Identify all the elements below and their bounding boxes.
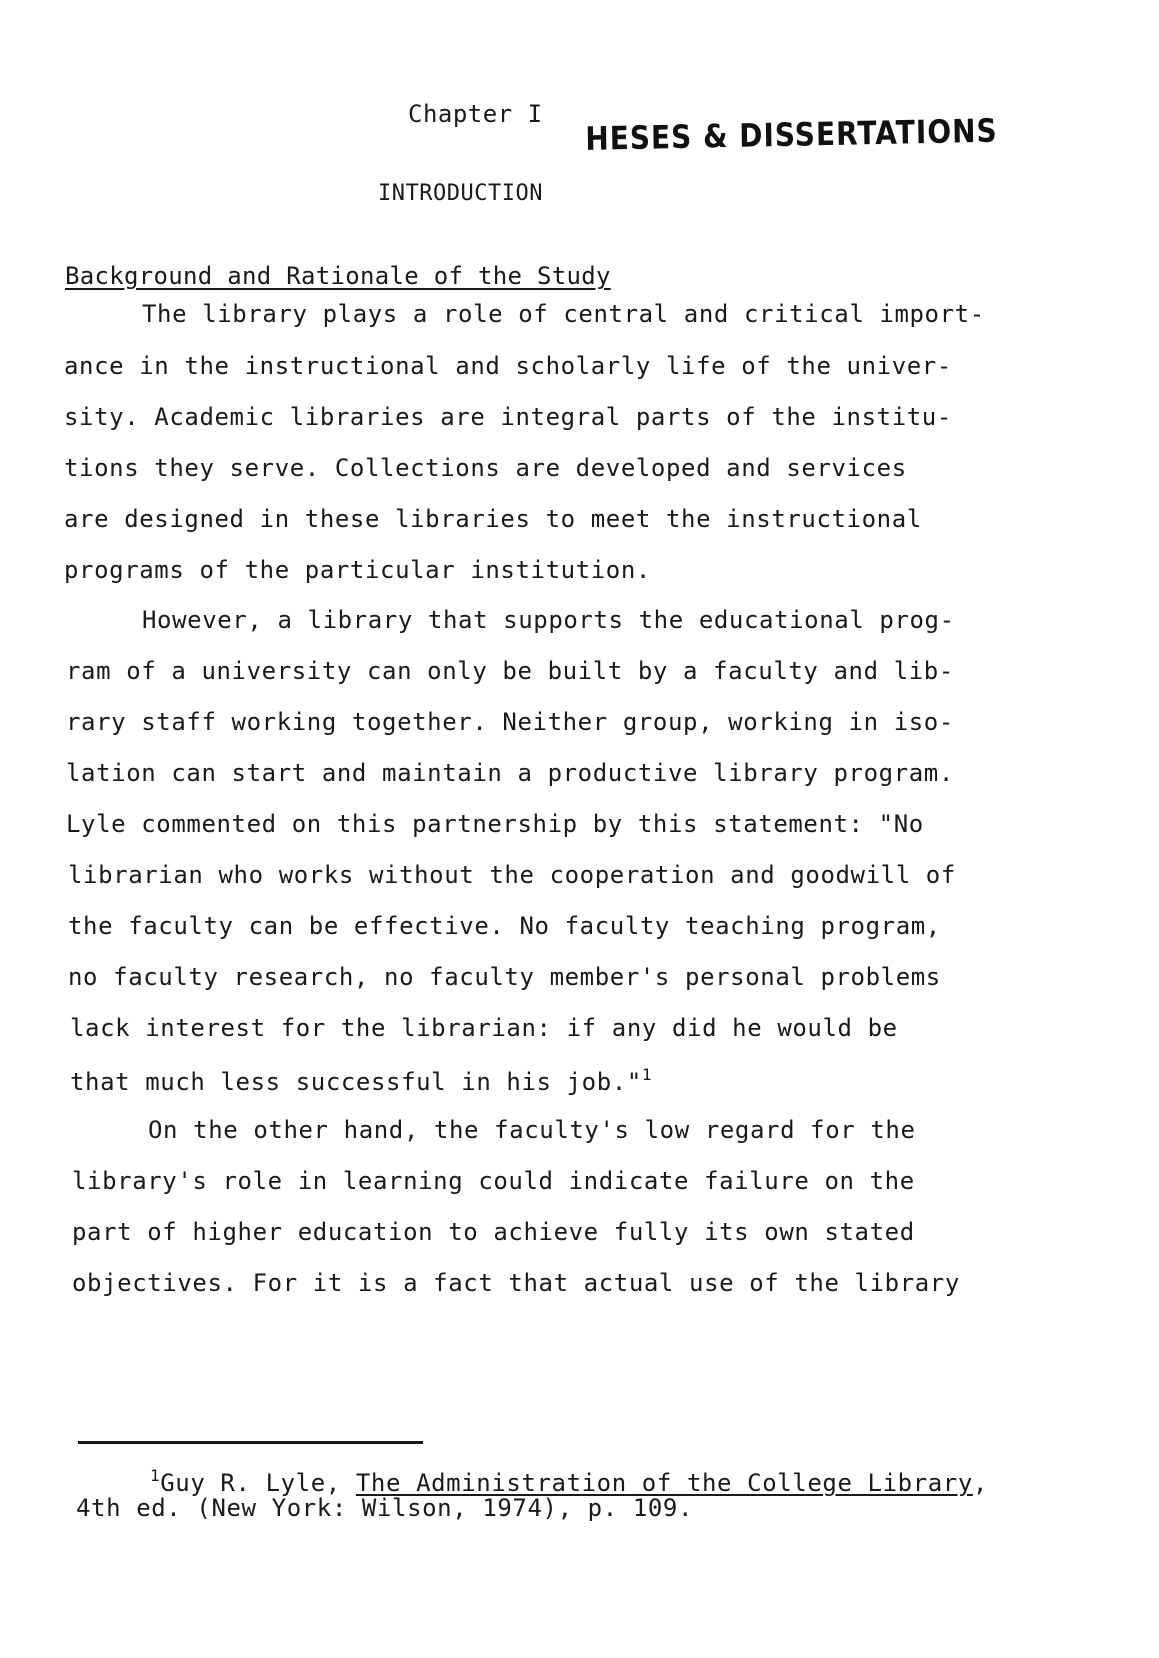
paragraph-line: ram of a university can only be built by a faculty and lib- bbox=[66, 657, 954, 685]
paragraph-line: part of higher education to achieve fully its own stated bbox=[72, 1218, 915, 1246]
footnote-line-2: 4th ed. (New York: Wilson, 1974), p. 109. bbox=[76, 1494, 694, 1522]
paragraph-line: objectives. For it is a fact that actual use of the library bbox=[72, 1269, 960, 1297]
footnote-book-title: The Administration of the College Library bbox=[355, 1469, 973, 1497]
chapter-heading: INTRODUCTION bbox=[378, 181, 543, 206]
paragraph-line: On the other hand, the faculty's low regard for the bbox=[148, 1116, 916, 1144]
paragraph-line: no faculty research, no faculty member's personal problems bbox=[68, 963, 941, 991]
paragraph-line: lation can start and maintain a productive library program. bbox=[66, 759, 954, 787]
footnote-author: Guy R. Lyle, bbox=[160, 1469, 356, 1497]
chapter-label: Chapter I bbox=[408, 100, 543, 128]
paragraph-line: However, a library that supports the educational prog- bbox=[142, 606, 955, 634]
footnote-divider bbox=[78, 1441, 423, 1444]
footnote-reference: 1 bbox=[641, 1065, 653, 1084]
paragraph-line: librarian who works without the cooperation and goodwill of bbox=[68, 861, 956, 889]
paragraph-line: ance in the instructional and scholarly life of the univer- bbox=[64, 352, 952, 380]
section-title: Background and Rationale of the Study bbox=[65, 262, 611, 290]
paragraph-line: lack interest for the librarian: if any did he would be bbox=[70, 1014, 898, 1042]
footnote-line-1 bbox=[150, 1466, 988, 1497]
paragraph-line: Lyle commented on this partnership by this statement: "No bbox=[66, 810, 924, 838]
paragraph-line: that much less successful in his job." bbox=[70, 1068, 642, 1096]
paragraph-line: programs of the particular institution. bbox=[64, 556, 651, 584]
paragraph-line-with-footnote-ref bbox=[70, 1065, 652, 1096]
paragraph-line: are designed in these libraries to meet the instructional bbox=[64, 505, 922, 533]
theses-dissertations-stamp: HESES & DISSERTATIONS bbox=[585, 111, 998, 158]
paragraph-line: tions they serve. Collections are developed and services bbox=[64, 454, 907, 482]
paragraph-line: The library plays a role of central and critical import- bbox=[142, 300, 985, 328]
paragraph-line: library's role in learning could indicate failure on the bbox=[72, 1167, 915, 1195]
paragraph-line: the faculty can be effective. No faculty teaching program, bbox=[68, 912, 941, 940]
paragraph-line: sity. Academic libraries are integral parts of the institu- bbox=[64, 403, 952, 431]
footnote-marker: 1 bbox=[150, 1466, 161, 1485]
paragraph-line: rary staff working together. Neither group, working in iso- bbox=[66, 708, 954, 736]
footnote-title-punct: , bbox=[972, 1469, 988, 1497]
